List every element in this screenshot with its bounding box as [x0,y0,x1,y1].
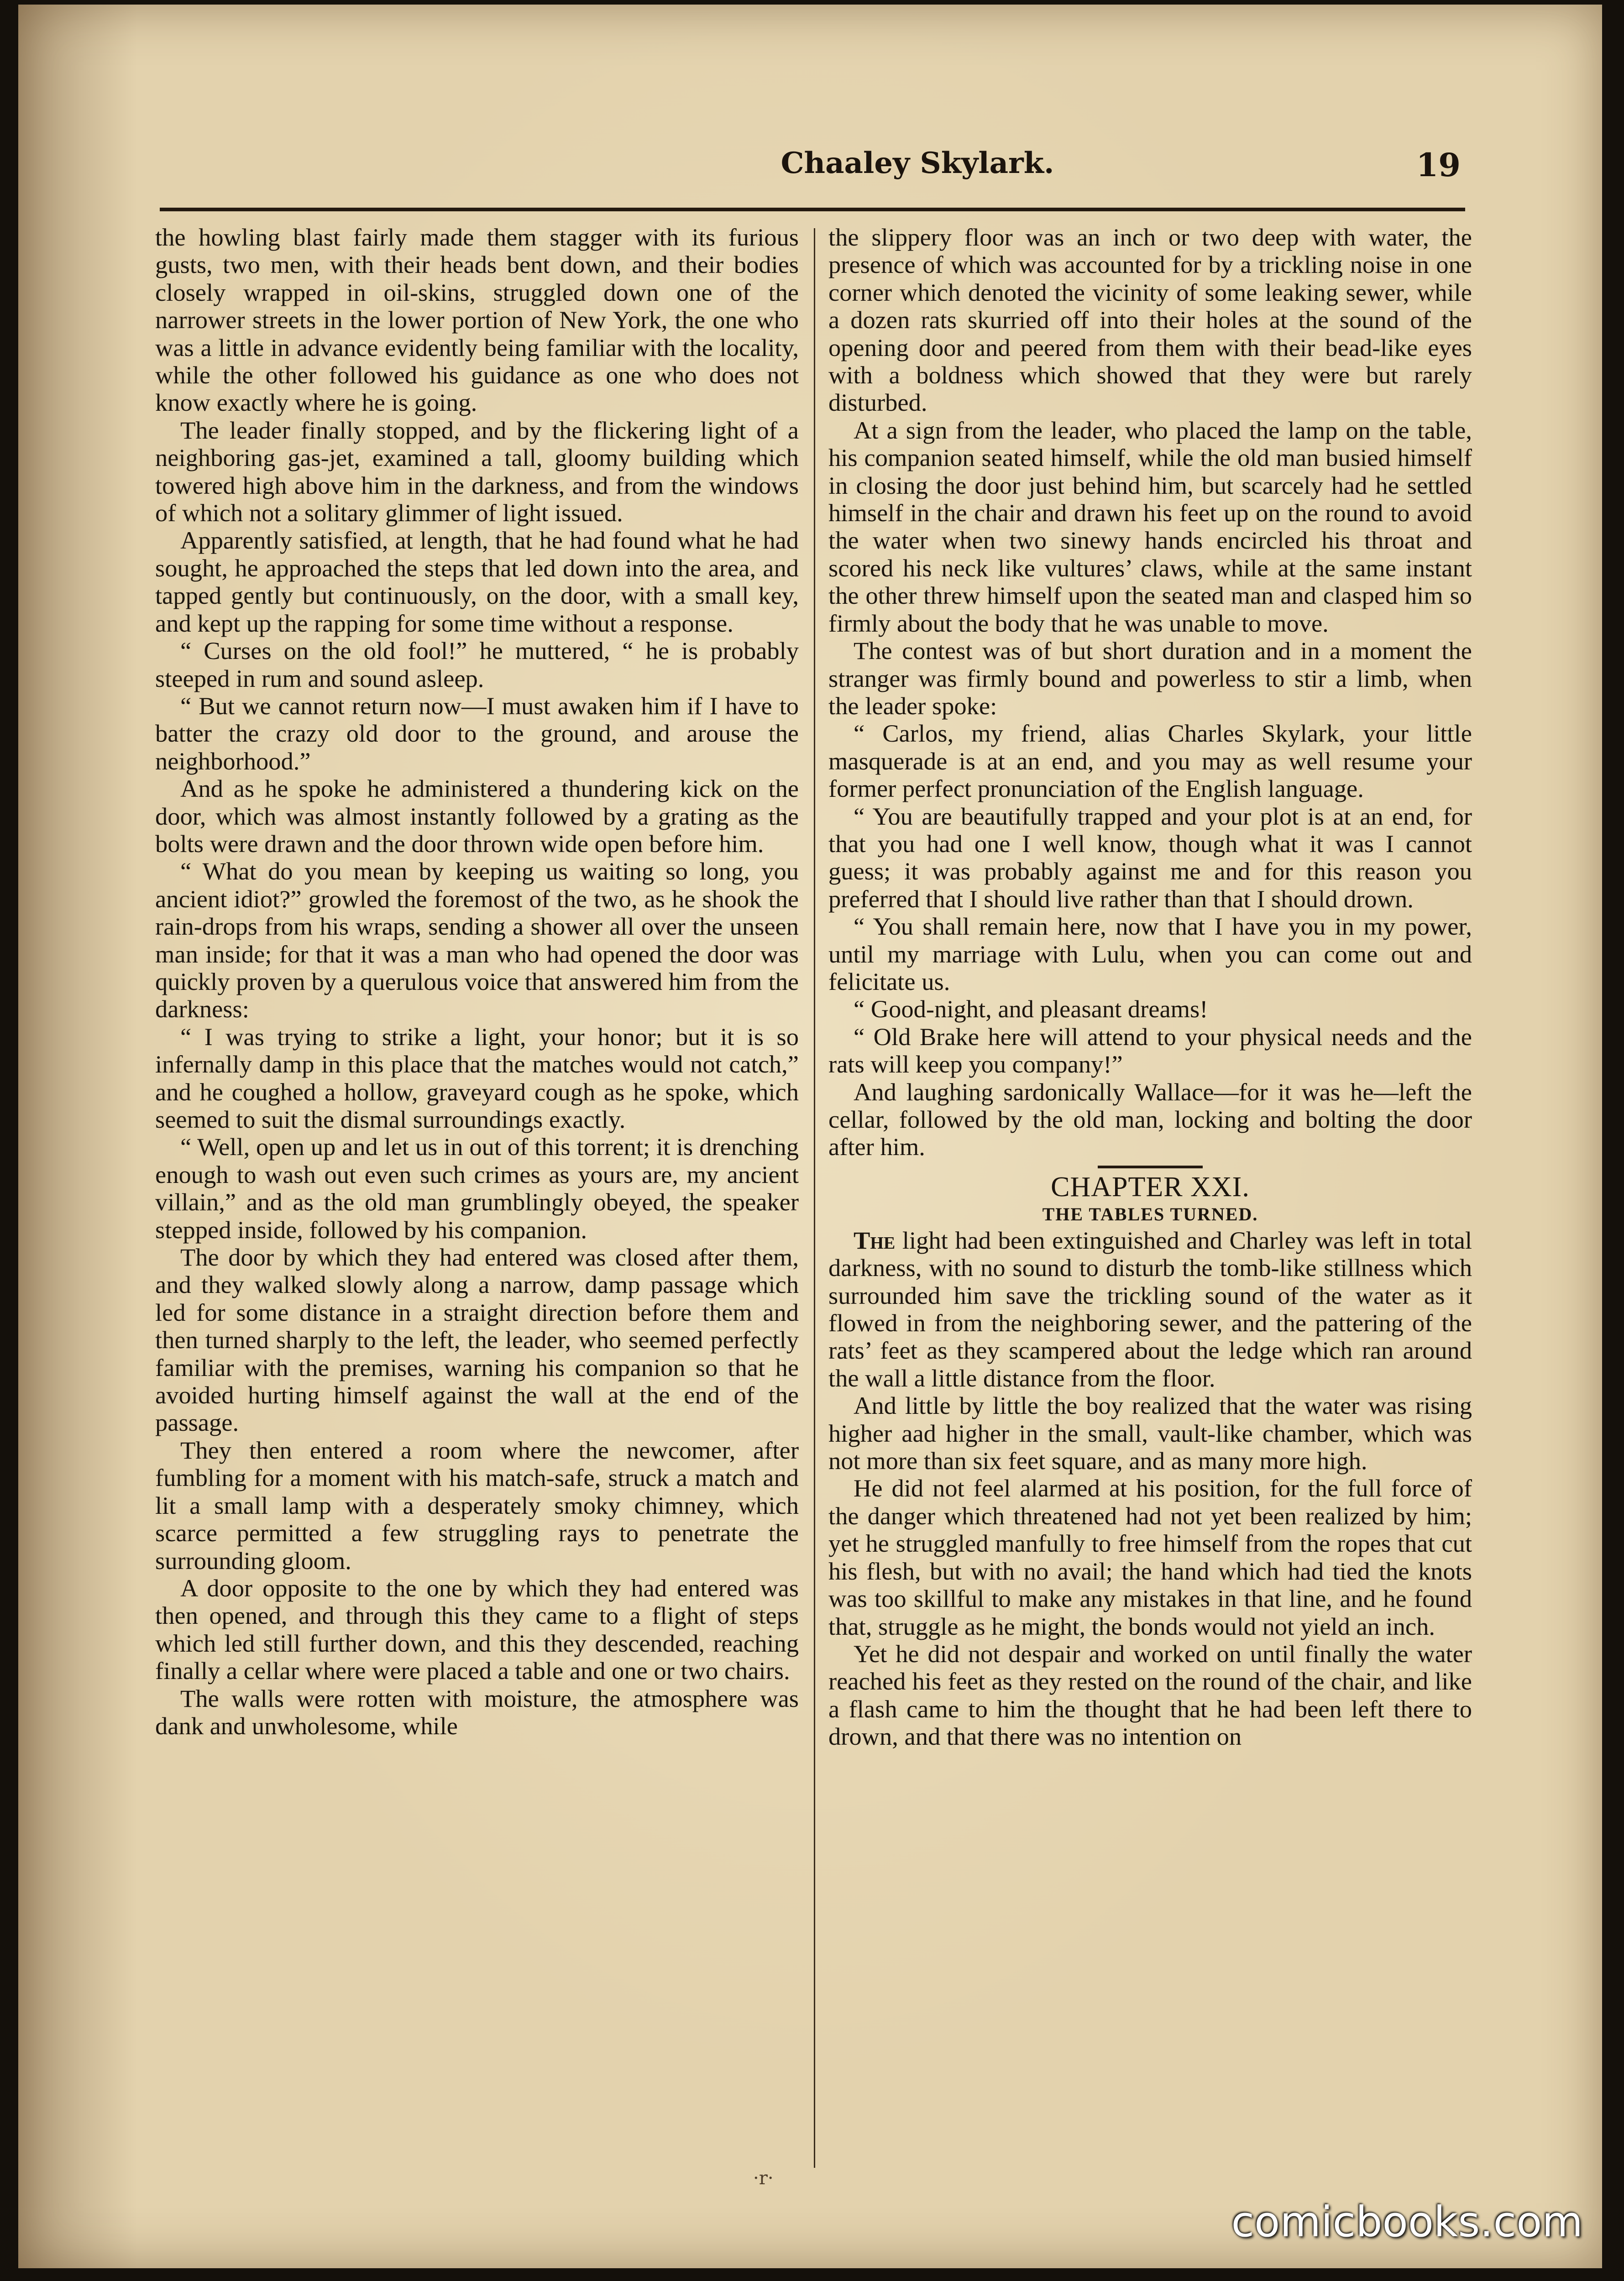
paragraph: “ You shall remain here, now that I have you in my power, until my marriage with Lulu, when you can come out and felicitate us. [828,912,1472,995]
paragraph: “ Well, open up and let us in out of this torrent; it is drenching enough to wash out even such crimes as yours are, my ancient villain,” and as the old man grumblingly obeyed, the speaker stepped inside, followed by his companion. [155,1133,799,1244]
paragraph: Apparently satisfied, at length, that he had found what he had sought, he approached the steps that led down into the area, and tapped gently but continuously, on the door, with a small key, and kept up the rapping for some time without a response. [155,526,799,637]
paragraph: And as he spoke he administered a thundering kick on the door, which was almost instantly followed by a grating as the bolts were drawn and the door thrown wide open before him. [155,774,799,858]
paragraph: “ What do you mean by keeping us waiting so long, you ancient idiot?” growled the foremost of the two, as he shook the rain-drops from his wraps, sending a shower all over the unseen man inside; for that it was a man who had opened the door was quickly proven by a querulous voice that answered him from the darkness: [155,857,799,1023]
chapter-subtitle: THE TABLES TURNED. [1042,1203,1258,1224]
paragraph: And laughing sardonically Wallace—for it was he—left the cellar, followed by the old man, locking and bolting the door after him. [828,1078,1472,1161]
chapter-first-paragraph [828,1227,1472,1392]
chapter-rule [1098,1166,1203,1168]
paragraph: And little by little the boy realized that the water was rising higher aad higher in the small, vault-like chamber, which was not more than six feet square, and as many more high. [828,1392,1472,1475]
paragraph: The door by which they had entered was closed after them, and they walked slowly along a narrow, damp passage which led for some distance in a straight direction before them and then turned sharply to the left, the leader, who seemed perfectly familiar with the premises, warning his companion so that he avoided hurting himself against the wall at the end of the passage. [155,1243,799,1437]
running-title: Chaaley Skylark. [781,146,1054,180]
page-number: 19 [1416,146,1461,184]
chapter-dropcap-word: The [854,1226,896,1254]
page-header [164,146,1461,201]
paragraph: The leader finally stopped, and by the flickering light of a neighboring gas-jet, examined a tall, gloomy building which towered high above him in the darkness, and from the windows of which not a solitary glimmer of light issued. [155,416,799,527]
paragraph: “ Good-night, and pleasant dreams! [854,995,1208,1023]
paragraph: They then entered a room where the newcomer, after fumbling for a moment with his match-safe, struck a match and lit a small lamp with a desperately smoky chimney, which scarce permitted a few struggling rays to penetrate the surrounding gloom. [155,1436,799,1575]
paragraph: The walls were rotten with moisture, the atmosphere was dank and unwholesome, while [155,1684,799,1740]
paragraph: The contest was of but short duration and in a moment the stranger was firmly bound and powerless to stir a limb, when the leader spoke: [828,637,1472,720]
right-column [828,224,1472,1751]
paragraph: the howling blast fairly made them stagger with its furious gusts, two men, with their heads bent down, and their bodies closely wrapped in oil-skins, struggled down one of the narrower streets in the lower portion of New York, the one who was a little in advance evidently being familiar with the locality, while the other followed his guidance as one who does not know exactly where he is going. [155,223,799,417]
watermark-logo: comicbooks.com [1231,2197,1583,2246]
paragraph: “ Old Brake here will attend to your physical needs and the rats will keep you company!” [828,1022,1472,1078]
paragraph: “ I was trying to strike a light, your honor; but it is so infernally damp in this place that the matches would not catch,” and he coughed a hollow, graveyard cough as he spoke, which seemed to suit the dismal surroundings exactly. [155,1022,799,1133]
paragraph: “ Carlos, my friend, alias Charles Skylark, your little masquerade is at an end, and you may as well resume your former perfect pronunciation of the English language. [828,719,1472,803]
paragraph: At a sign from the leader, who placed the lamp on the table, his companion seated himself, while the old man busied himself in closing the door just behind him, but scarcely had he settled himself in the chair and drawn his feet up on the round to avoid the water when two sinewy hands encircled his throat and scored his neck like vultures’ claws, while at the same instant the other threw himself upon the seated man and clasped him so firmly about the body that he was unable to move. [828,416,1472,637]
paragraph: “ Curses on the old fool!” he muttered, “ he is probably steeped in rum and sound asleep. [155,637,799,692]
chapter-first-paragraph-text: light had been extinguished and Charley was left in total darkness, with no sound to disturb the tomb-like stillness which surrounded him save the trickling sound of the water as it flowed in from the neighboring sewer, and the pattering of the rats’ feet as they scampered about the ledge which ran around the wall a little distance from the floor. [828,1226,1472,1392]
header-rule [160,208,1465,211]
paragraph: “ But we cannot return now—I must awaken him if I have to batter the crazy old door to the ground, and arouse the neighborhood.” [155,691,799,775]
paragraph: He did not feel alarmed at his position, for the full force of the danger which threatened had not yet been realized by him; yet he struggled manfully to free himself from the ropes that cut his flesh, but with no avail; the hand which had tied the knots was too skillful to make any mistakes in that line, and he found that, struggle as he might, the bonds would not yield an inch. [828,1474,1472,1640]
chapter-heading: CHAPTER XXI. [1051,1171,1250,1203]
footer-mark: ·r· [753,2168,774,2189]
left-column [155,224,799,1740]
paragraph: A door opposite to the one by which they had entered was then opened, and through this they came to a flight of steps which led still further down, and this they descended, reaching finally a cellar where were placed a table and one or two chairs. [155,1574,799,1685]
paragraph: “ You are beautifully trapped and your plot is at an end, for that you had one I well know, though what it was I cannot guess; it was probably against me and for this reason you preferred that I should live rather than that I should drown. [828,802,1472,913]
column-divider [814,228,815,2168]
paragraph: the slippery floor was an inch or two deep with water, the presence of which was accounted for by a trickling noise in one corner which denoted the vicinity of some leaking sewer, while a dozen rats skurried off into their holes at the sound of the opening door and peered from them with their bead-like eyes with a boldness which showed that they were but rarely disturbed. [828,223,1472,417]
paragraph: Yet he did not despair and worked on until finally the water reached his feet as they rested on the round of the chair, and like a flash came to him the thought that he had been left there to drown, and that there was no intention on [828,1639,1472,1751]
